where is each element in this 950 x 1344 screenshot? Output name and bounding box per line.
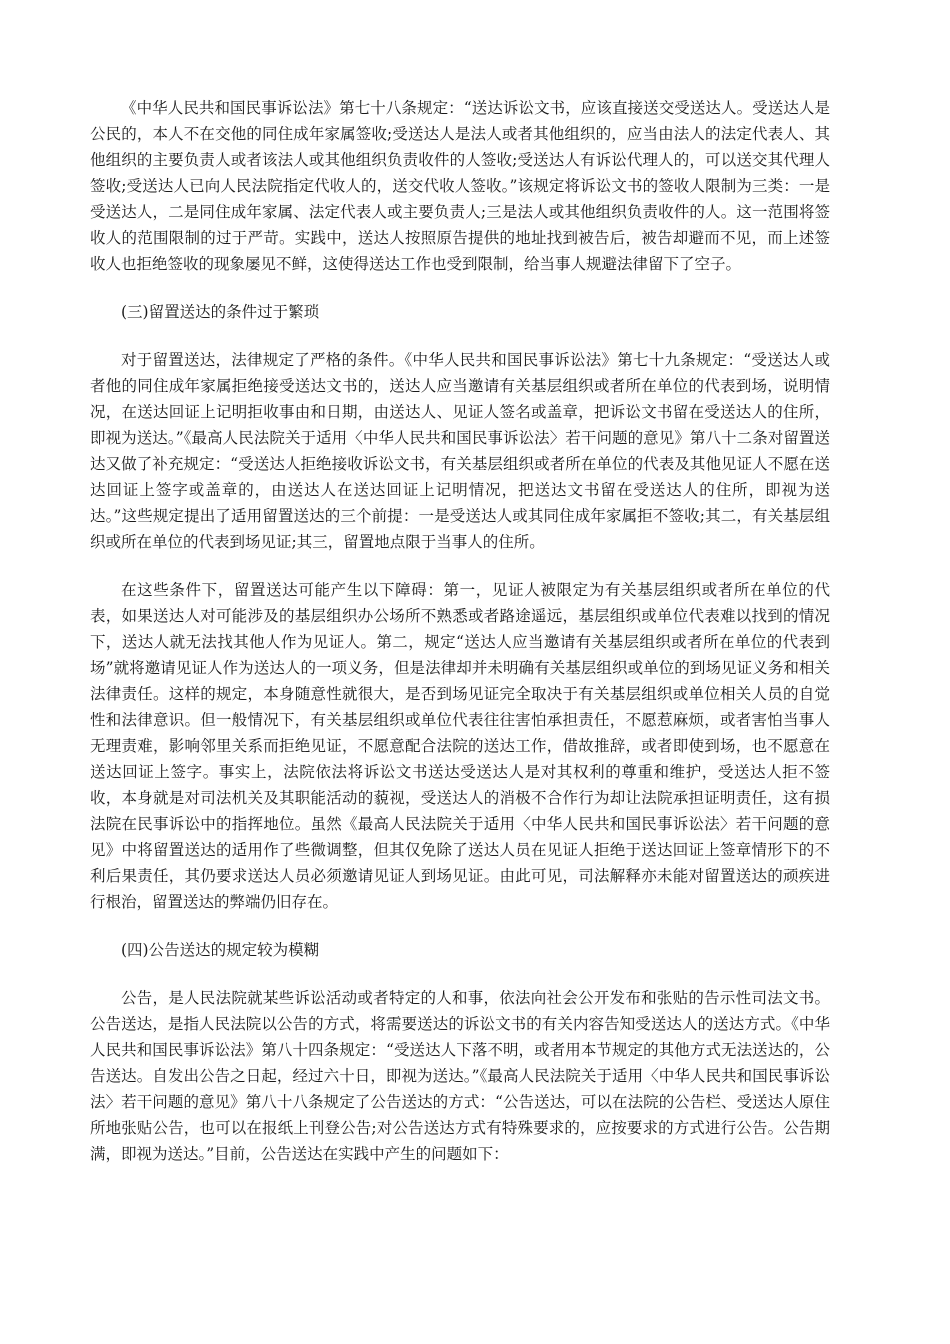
paragraph-lien-service-conditions: 对于留置送达，法律规定了严格的条件。《中华人民共和国民事诉讼法》第七十九条规定：“受送达人或者他的同住成年家属拒绝接受送达文书的，送达人应当邀请有关基层组织或者所在单位的代表到场，说明情况，在送达回证上记明拒收事由和日期，由送达人、见证人签名或盖章，把诉讼文书留在受送达人的住所，即视为送达。”《最高人民法院关于适用〈中华人民共和国民事诉讼法〉若干问题的意见》第八十二条对留置送达又做了补充规定：“受送达人拒绝接收诉讼文书，有关基层组织或者所在单位的代表及其他见证人不愿在送达回证上签字或盖章的，由送达人在送达回证上记明情况，把送达文书留在受送达人的住所，即视为送达。”这些规定提出了适用留置送达的三个前提：一是受送达人或其同住成年家属拒不签收;其二，有关基层组织或所在单位的代表到场见证;其三，留置地点限于当事人的住所。: [90, 351, 830, 551]
paragraph-lien-service-obstacles: 在这些条件下，留置送达可能产生以下障碍：第一，见证人被限定为有关基层组织或者所在单位的代表，如果送达人对可能涉及的基层组织办公场所不熟悉或者路途遥远，基层组织或单位代表难以找到的情况下，送达人就无法找其他人作为见证人。第二，规定“送达人应当邀请有关基层组织或者所在单位的代表到场”就将邀请见证人作为送达人的一项义务，但是法律却并未明确有关基层组织或单位的到场见证义务和相关法律责任。这样的规定，本身随意性就很大，是否到场见证完全取决于有关基层组织或单位相关人员的自觉性和法律意识。但一般情况下，有关基层组织或单位代表往往害怕承担责任，不愿惹麻烦，或者害怕当事人无理责难，影响邻里关系而拒绝见证，不愿意配合法院的送达工作，借故推辞，或者即使到场，也不愿意在送达回证上签字。事实上，法院依法将诉讼文书送达受送达人是对其权利的尊重和维护，受送达人拒不签收，本身就是对司法机关及其职能活动的藐视，受送达人的消极不合作行为却让法院承担证明责任，这有损法院在民事诉讼中的指挥地位。虽然《最高人民法院关于适用〈中华人民共和国民事诉讼法〉若干问题的意见》中将留置送达的适用作了些微调整，但其仅免除了送达人员在见证人拒绝于送达回证上签章情形下的不利后果责任，其仍要求送达人员必须邀请见证人到场见证。由此可见，司法解释亦未能对留置送达的顽疾进行根治，留置送达的弊端仍旧存在。: [90, 581, 830, 911]
paragraph-public-notice-service: 公告，是人民法院就某些诉讼活动或者特定的人和事，依法向社会公开发布和张贴的告示性司法文书。公告送达，是指人民法院以公告的方式，将需要送达的诉讼文书的有关内容告知受送达人的送达方式。《中华人民共和国民事诉讼法》第八十四条规定：“受送达人下落不明，或者用本节规定的其他方式无法送达的，公告送达。自发出公告之日起，经过六十日，即视为送达。”《最高人民法院关于适用〈中华人民共和国民事诉讼法〉若干问题的意见》第八十八条规定了公告送达的方式：“公告送达，可以在法院的公告栏、受送达人原住所地张贴公告，也可以在报纸上刊登公告;对公告送达方式有特殊要求的，应按要求的方式进行公告。公告期满，即视为送达。”目前，公告送达在实践中产生的问题如下：: [90, 989, 830, 1163]
paragraph-signee-restriction: 《中华人民共和国民事诉讼法》第七十八条规定：“送达诉讼文书，应该直接送交受送达人。受送达人是公民的，本人不在交他的同住成年家属签收;受送达人是法人或者其他组织的，应当由法人的法定代表人、其他组织的主要负责人或者该法人或其他组织负责收件的人签收;受送达人有诉讼代理人的，可以送交其代理人签收;受送达人已向人民法院指定代收人的，送交代收人签收。”该规定将诉讼文书的签收人限制为三类：一是受送达人，二是同住成年家属、法定代表人或主要负责人;三是法人或其他组织负责收件的人。这一范围将签收人的范围限制的过于严苛。实践中，送达人按照原告提供的地址找到被告后，被告却避而不见，而上述签收人也拒绝签收的现象屡见不鲜，这使得送达工作也受到限制，给当事人规避法律留下了空子。: [90, 99, 830, 273]
section-heading-4: (四)公告送达的规定较为模糊: [121, 941, 320, 959]
section-heading-3: (三)留置送达的条件过于繁琐: [121, 303, 320, 321]
document-body: [90, 95, 830, 1189]
